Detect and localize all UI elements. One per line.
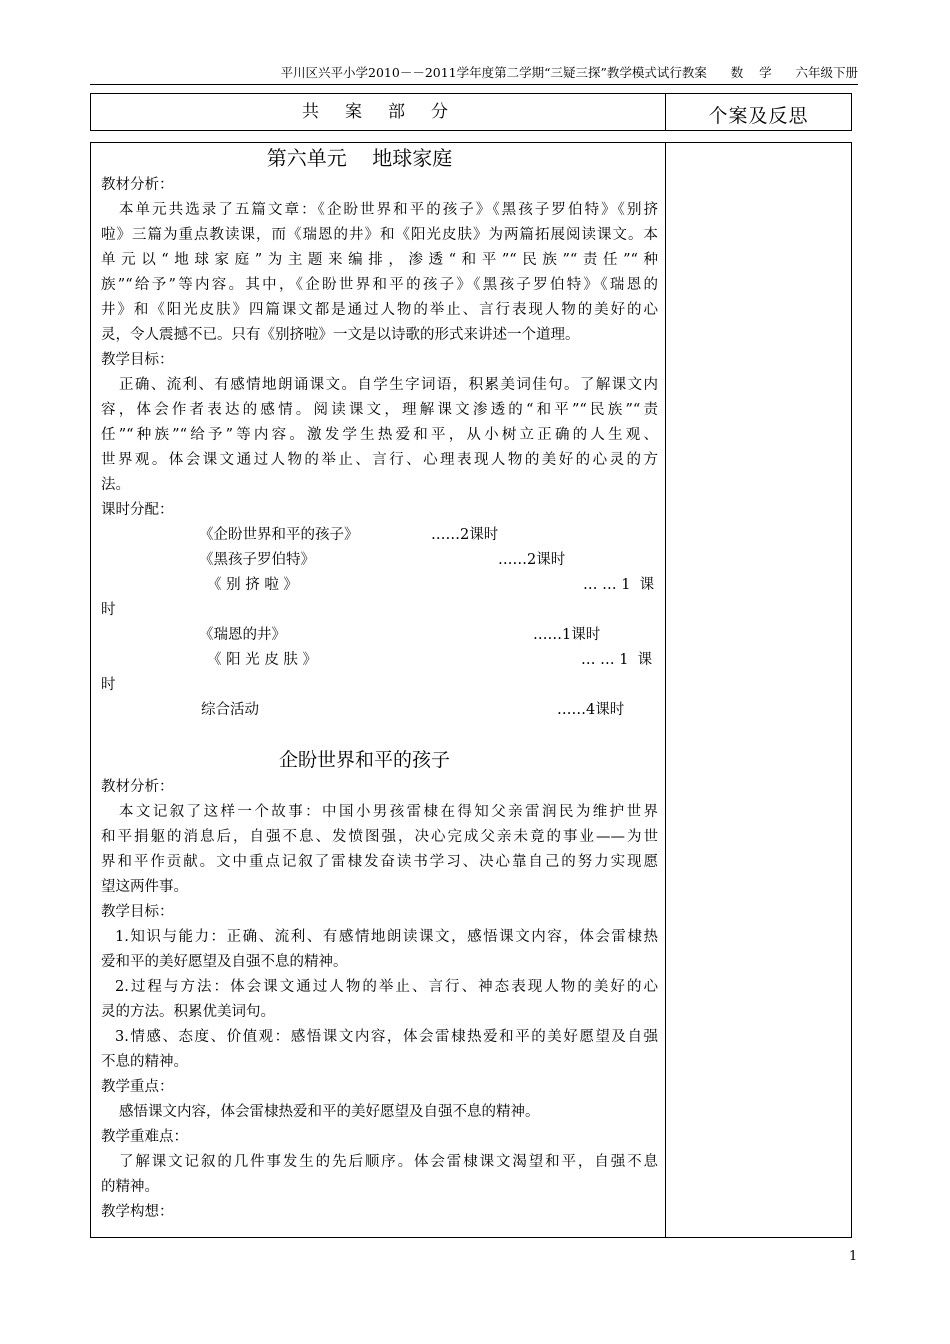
unit-title: 第六单元 地球家庭 bbox=[266, 146, 453, 170]
schedule-hours: ……4课时 bbox=[557, 702, 625, 718]
unit-goals-line: 法。 bbox=[101, 477, 130, 493]
lesson-goals-line: 2.过程与方法：体会课文通过人物的举止、言行、神态表现人物的美好的心 bbox=[115, 979, 658, 995]
lesson-goals-line: 灵的方法。积累优美词句。 bbox=[101, 1004, 275, 1020]
unit-goals-line: 任”“种族”“给予”等内容。激发学生热爱和平，从小树立正确的人生观、 bbox=[101, 427, 658, 443]
schedule-lesson-name: 《企盼世界和平的孩子》 bbox=[199, 527, 359, 543]
unit-analysis-label: 教材分析： bbox=[101, 177, 174, 193]
shared-plan-label: 共案部分 bbox=[302, 102, 474, 122]
lesson-goals-label: 教学目标： bbox=[101, 904, 174, 920]
schedule-row bbox=[101, 623, 658, 648]
shared-plan-header bbox=[90, 93, 666, 131]
lesson-difficulty-line: 的精神。 bbox=[101, 1179, 159, 1195]
schedule-lesson-name: 《 阳 光 皮 肤 》 bbox=[207, 652, 318, 668]
page-header: 平川区兴平小学2010－－2011学年度第二学期“三疑三探”教学模式试行教案 数 学 六年级下册 bbox=[90, 62, 858, 85]
unit-analysis-line: 啦》三篇为重点教读课，而《瑞恩的井》和《阳光皮肤》为两篇拓展阅读课文。本 bbox=[101, 227, 658, 243]
lesson-analysis-label: 教材分析： bbox=[101, 779, 174, 795]
schedule-hours: … … 1 课 bbox=[583, 577, 655, 593]
schedule-row bbox=[101, 648, 658, 673]
unit-goals-line: 容，体会作者表达的感情。阅读课文，理解课文渗透的“和平”“民族”“责 bbox=[101, 402, 658, 418]
personal-plan-label: 个案及反思 bbox=[708, 105, 809, 127]
page-number: 1 bbox=[849, 1249, 858, 1264]
schedule-hours: ……2课时 bbox=[431, 527, 499, 543]
unit-analysis-line: 灵，令人震撼不已。只有《别挤啦》一文是以诗歌的形式来讲述一个道理。 bbox=[101, 327, 580, 343]
unit-goals-line: 正确、流利、有感情地朗诵课文。自学生字词语，积累美词佳句。了解课文内 bbox=[119, 377, 658, 393]
unit-analysis-line: 单元以“地球家庭”为主题来编排，渗透“和平”“民族”“责任”“种 bbox=[101, 252, 658, 268]
column-divider bbox=[665, 143, 666, 1237]
schedule-hours: … … 1 课 bbox=[581, 652, 653, 668]
unit-analysis-line: 井》和《阳光皮肤》四篇课文都是通过人物的举止、言行表现人物的美好的心 bbox=[101, 302, 658, 318]
schedule-wrap: 时 bbox=[101, 602, 116, 618]
lesson-analysis-line: 和平捐躯的消息后，自强不息、发愤图强，决心完成父亲未竟的事业——为世 bbox=[101, 829, 658, 845]
schedule-hours: ……1课时 bbox=[533, 627, 601, 643]
lesson-key-text: 感悟课文内容，体会雷棣热爱和平的美好愿望及自强不息的精神。 bbox=[119, 1104, 540, 1120]
shared-plan-content bbox=[101, 143, 658, 1225]
schedule-hours: ……2课时 bbox=[498, 552, 566, 568]
schedule-lesson-name: 《瑞恩的井》 bbox=[199, 627, 286, 643]
schedule-row bbox=[101, 548, 658, 573]
lesson-key-label: 教学重点： bbox=[101, 1079, 174, 1095]
unit-goals-label: 教学目标： bbox=[101, 352, 174, 368]
schedule-lesson-name: 综合活动 bbox=[201, 702, 259, 718]
lesson-analysis-line: 界和平作贡献。文中重点记叙了雷棣发奋读书学习、决心靠自己的努力实现愿 bbox=[101, 854, 658, 870]
lesson-analysis-line: 本文记叙了这样一个故事：中国小男孩雷棣在得知父亲雷润民为维护世界 bbox=[119, 804, 658, 820]
unit-goals-line: 世界观。体会课文通过人物的举止、言行、心理表现人物的美好的心灵的方 bbox=[101, 452, 658, 468]
unit-analysis-line: 本单元共选录了五篇文章：《企盼世界和平的孩子》《黑孩子罗伯特》《别挤 bbox=[119, 202, 658, 218]
schedule-row bbox=[101, 698, 658, 723]
lesson-plan-table bbox=[90, 142, 852, 1238]
lesson-goals-line: 爱和平的美好愿望及自强不息的精神。 bbox=[101, 954, 348, 970]
lesson-difficulty-line: 了解课文记叙的几件事发生的先后顺序。体会雷棣课文渴望和平，自强不息 bbox=[119, 1154, 658, 1170]
lesson-goals-line: 1.知识与能力：正确、流利、有感情地朗读课文，感悟课文内容，体会雷棣热 bbox=[115, 929, 658, 945]
schedule-row bbox=[101, 573, 658, 598]
schedule-lesson-name: 《黑孩子罗伯特》 bbox=[199, 552, 315, 568]
lesson-analysis-line: 望这两件事。 bbox=[101, 879, 188, 895]
schedule-row bbox=[101, 523, 658, 548]
schedule-lesson-name: 《 别 挤 啦 》 bbox=[207, 577, 298, 593]
personal-plan-header bbox=[665, 93, 852, 131]
lesson-design-label: 教学构想： bbox=[101, 1204, 174, 1220]
lesson-difficulty-label: 教学重难点： bbox=[101, 1129, 188, 1145]
lesson-title: 企盼世界和平的孩子 bbox=[278, 749, 450, 771]
schedule-wrap: 时 bbox=[101, 677, 116, 693]
unit-analysis-line: 族”“给予”等内容。其中，《企盼世界和平的孩子》《黑孩子罗伯特》《瑞恩的 bbox=[101, 277, 658, 293]
schedule-label: 课时分配： bbox=[101, 502, 174, 518]
lesson-goals-line: 不息的精神。 bbox=[101, 1054, 188, 1070]
lesson-goals-line: 3.情感、态度、价值观：感悟课文内容，体会雷棣热爱和平的美好愿望及自强 bbox=[115, 1029, 658, 1045]
